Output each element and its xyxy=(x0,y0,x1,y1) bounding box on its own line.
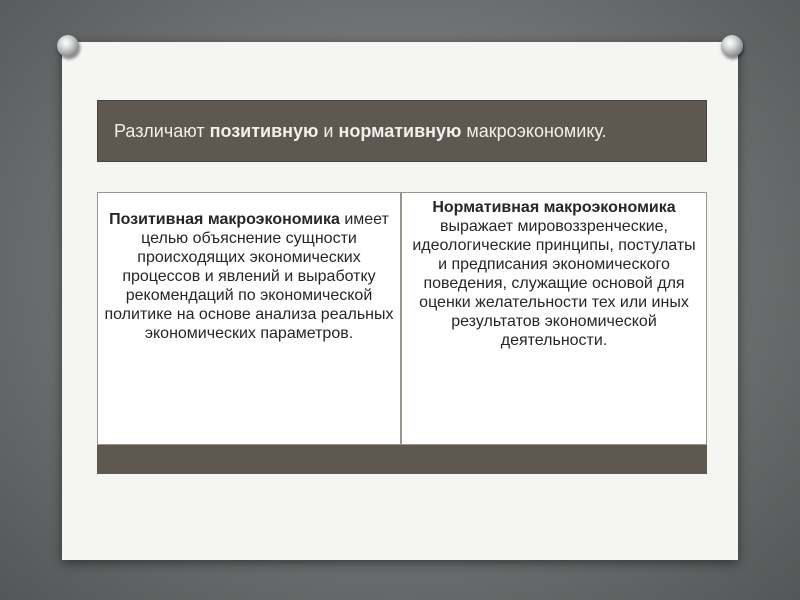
slide-title: Различают позитивную и нормативную макроэкономику. xyxy=(114,120,607,141)
title-bar xyxy=(97,100,707,162)
pushpin-icon xyxy=(721,35,743,57)
comparison-table xyxy=(97,192,707,474)
pushpin-icon xyxy=(57,35,79,57)
normative-macroeconomics-cell xyxy=(401,192,707,445)
positive-term: Позитивная макроэкономика xyxy=(109,211,340,228)
normative-term: Нормативная макроэкономика xyxy=(432,199,676,216)
positive-description: имеет целью объяснение сущности происходящих экономических процессов и явлений и выработку рекомендаций по экономической политике на основе анализа реальных экономических параметров. xyxy=(104,211,394,342)
normative-description: выражает мировоззренческие, идеологические принципы, постулаты и предписания экономического поведения, служащие основой для оценки желательности тех или иных результатов экономической деятельности. xyxy=(412,218,696,349)
positive-macroeconomics-cell xyxy=(97,192,401,445)
